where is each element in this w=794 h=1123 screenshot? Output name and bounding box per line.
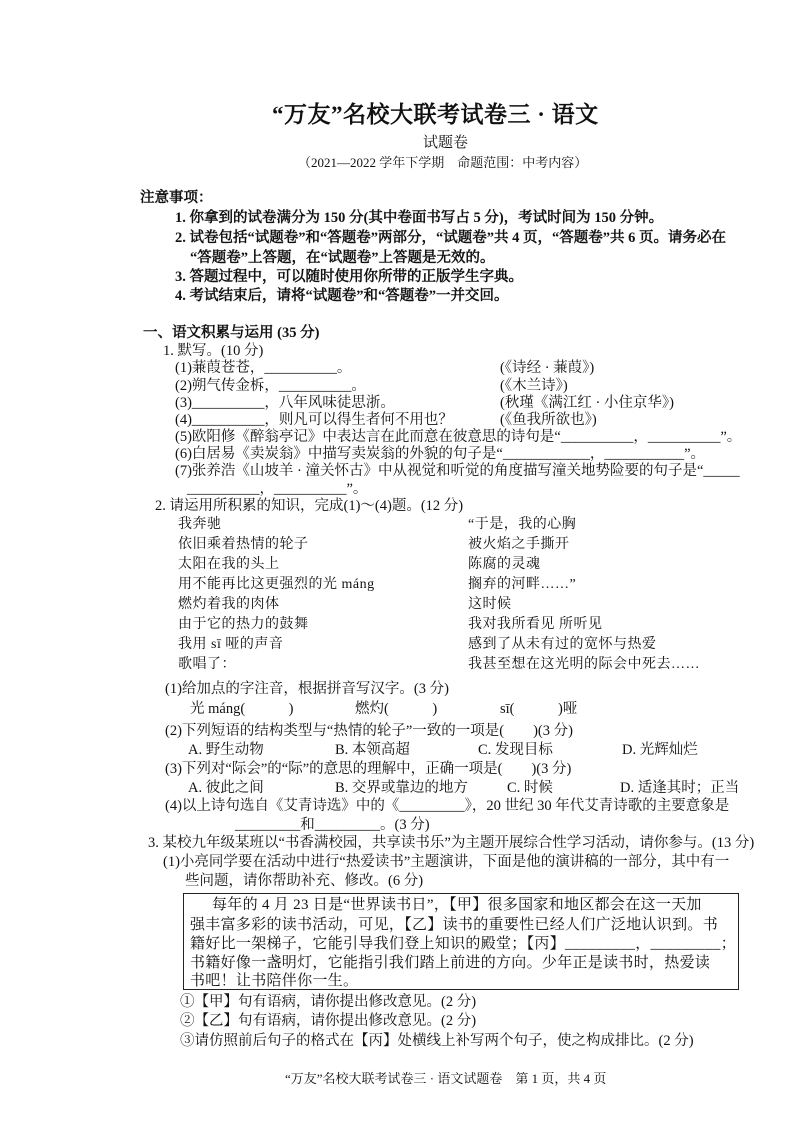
speech-line: 籍好比一架梯子，它能引导我们登上知识的殿堂；【丙】_________，_________；	[190, 936, 737, 952]
speech-line: 每年的 4 月 23 日是“世界读书日”，【甲】很多国家和地区都会在这一天加	[212, 897, 702, 913]
speech-line: 书籍好像一盏明灯，它能指引我们踏上前进的方向。少年正是读书时，热爱读	[190, 955, 711, 971]
pinyin-answer-slot: 燃灼( )	[355, 701, 438, 717]
option-c: C. 时候	[507, 780, 553, 796]
poem-line-left: 我奔驰	[178, 517, 222, 532]
option-a: A. 彼此之间	[188, 780, 264, 796]
dictation-item: (2)朔气传金柝，__________。	[175, 378, 366, 394]
poem-line-right: 陈腐的灵魂	[468, 557, 541, 572]
option-b: B. 交界或靠边的地方	[335, 780, 468, 796]
poem-line-left: 燃灼着我的肉体	[178, 597, 280, 612]
task-item: ②【乙】句有语病，请你提出修改意见。(2 分)	[180, 1013, 477, 1029]
notice-line: 4. 考试结束后，请将“试题卷”和“答题卷”一并交回。	[175, 288, 509, 304]
subquestion-3-1: (1)小亮同学要在活动中进行“热爱读书”主题演讲，下面是他的演讲稿的一部分，其中有一	[163, 854, 730, 870]
subquestion-2-4-continued: _________和_________。(3 分)	[235, 817, 430, 833]
option-c: C. 发现目标	[478, 742, 553, 758]
question-2-title: 2. 请运用所积累的知识，完成(1)～(4)题。(12 分)	[155, 498, 464, 514]
exam-scope: （2021—2022 学年下学期 命题范围：中考内容）	[298, 155, 588, 170]
question-1-title: 1. 默写。(10 分)	[163, 343, 264, 359]
dictation-item: (4)__________，则凡可以得生者何不用也？	[175, 412, 453, 428]
poem-line-right: 被火焰之手撕开	[468, 537, 570, 552]
poem-line-right: 感到了从未有过的宽怀与热爱	[468, 637, 657, 652]
poem-line-left: 由于它的热力的鼓舞	[178, 617, 309, 632]
dictation-item: (7)张养浩《山坡羊 · 潼关怀古》中从视觉和听觉的角度描写潼关地势险要的句子是“_____	[175, 463, 740, 479]
subquestion-2-4: (4)以上诗句选自《艾青诗选》中的《_________》，20 世纪 30 年代艾青诗歌的主要意象是	[165, 798, 730, 814]
task-item: ①【甲】句有语病，请你提出修改意见。(2 分)	[180, 994, 477, 1010]
task-item: ③请仿照前后句子的格式在【丙】处横线上补写两个句子，使之构成排比。(2 分)	[180, 1033, 694, 1049]
poem-line-right: 搁弃的河畔……”	[468, 577, 577, 592]
poem-line-left: 歌唱了：	[178, 657, 236, 672]
dictation-item: (1)蒹葭苍苍，__________。	[175, 360, 352, 376]
notice-line: 2. 试卷包括“试题卷”和“答题卷”两部分，“试题卷”共 4 页，“答题卷”共 6 页。请务必在	[175, 230, 726, 246]
dictation-item: (6)白居易《卖炭翁》中描写卖炭翁的外貌的句子是“____________，___________”。	[175, 446, 706, 462]
dictation-item-continued: __________，__________”。	[187, 481, 368, 497]
poem-line-right: 我甚至想在这光明的际会中死去……	[468, 657, 700, 672]
option-b: B. 本领高超	[335, 742, 410, 758]
dictation-item: (3)__________，八年风味徒思浙。	[175, 395, 395, 411]
speech-line: 强丰富多彩的读书活动，可见，【乙】读书的重要性已经人们广泛地认识到。书	[190, 917, 719, 933]
notice-line: “答题卷”上答题，在“试题卷”上答题是无效的。	[190, 250, 495, 266]
speech-line: 书吧！让书陪伴你一生。	[190, 973, 359, 989]
dictation-source: (《木兰诗》)	[500, 378, 568, 394]
pinyin-answer-slot: sī( )哑	[500, 701, 578, 717]
dictation-source: (《诗经 · 蒹葭》)	[500, 360, 595, 376]
exam-subtitle: 试题卷	[423, 135, 469, 151]
question-3-title: 3. 某校九年级某班以“书香满校园，共享读书乐”为主题开展综合性学习活动，请你参与。(13 分)	[148, 835, 755, 851]
pinyin-answer-slot: 光 máng( )	[190, 701, 294, 717]
option-a: A. 野生动物	[188, 742, 264, 758]
poem-line-right: 我对我所看见 所听见	[468, 617, 603, 632]
page-footer: “万友”名校大联考试卷三 · 语文试题卷 第 1 页，共 4 页	[285, 1071, 607, 1086]
subquestion-2-2: (2)下列短语的结构类型与“热情的轮子”一致的一项是( )(3 分)	[165, 723, 573, 739]
option-d: D. 适逢其时；正当	[620, 780, 740, 796]
poem-line-left: 依旧乘着热情的轮子	[178, 537, 309, 552]
notice-heading: 注意事项：	[140, 190, 213, 206]
poem-line-right: “于是，我的心胸	[468, 517, 577, 532]
notice-line: 1. 你拿到的试卷满分为 150 分(其中卷面书写占 5 分)，考试时间为 150 分钟。	[175, 210, 664, 226]
subquestion-3-1-continued: 些问题，请你帮助补充、修改。(6 分)	[185, 873, 424, 889]
option-d: D. 光辉灿烂	[622, 742, 698, 758]
notice-line: 3. 答题过程中，可以随时使用你所带的正版学生字典。	[175, 269, 523, 285]
dictation-item: (5)欧阳修《醉翁亭记》中表达言在此而意在彼意思的诗句是“__________，__________”。	[175, 429, 742, 445]
section-heading: 一、语文积累与运用 (35 分)	[143, 325, 320, 341]
poem-line-left: 用不能再比这更强烈的光 máng	[178, 577, 375, 592]
dictation-source: (秋瑾《满江红 · 小住京华》)	[500, 395, 674, 411]
poem-line-left: 我用 sī 哑的声音	[178, 637, 284, 652]
poem-line-right: 这时候	[468, 597, 512, 612]
dictation-source: (《鱼我所欲也》)	[500, 412, 597, 428]
subquestion-2-3: (3)下列对“际会”的“际”的意思的理解中，正确一项是( )(3 分)	[165, 761, 572, 777]
poem-line-left: 太阳在我的头上	[178, 557, 280, 572]
subquestion-2-1: (1)给加点的字注音，根据拼音写汉字。(3 分)	[165, 681, 449, 697]
exam-title: “万友”名校大联考试卷三 · 语文	[272, 102, 599, 127]
